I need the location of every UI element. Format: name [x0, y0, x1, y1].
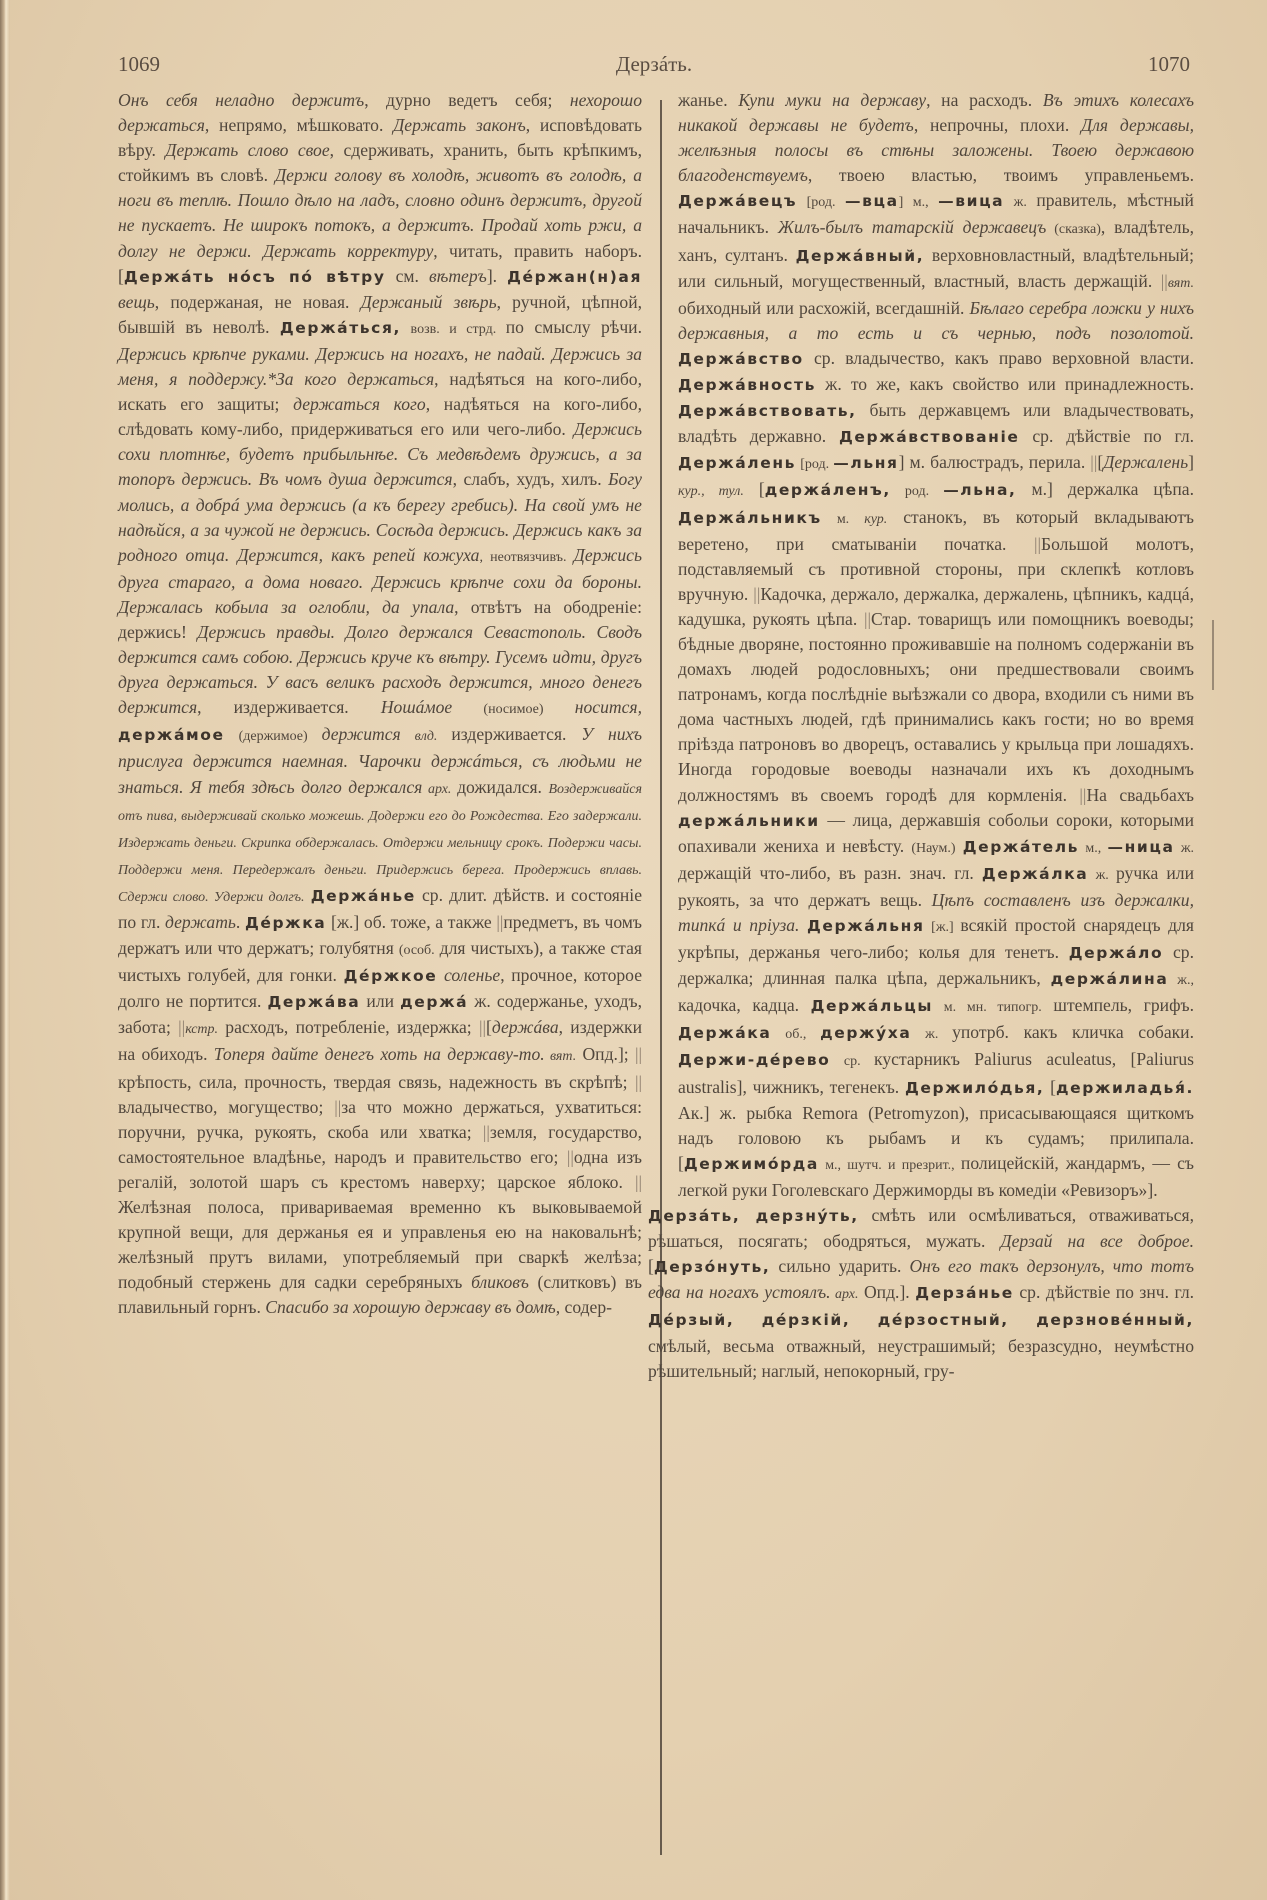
entry-text: жанье. — [678, 90, 739, 110]
entry-text: Спасибо за хорошую державу въ домѣ, — [265, 1297, 561, 1318]
headword: Держáвствованіе — [838, 428, 1020, 447]
headword: держáлина — [1050, 970, 1169, 989]
entry-text: , издерживается. — [197, 697, 381, 718]
headword: Дерзáнье — [915, 1284, 1014, 1303]
page-binding-edge — [0, 0, 10, 1900]
entry-text: , владѣтель, ханъ, султанъ. — [678, 217, 1194, 265]
entry-text: крѣпость, сила, прочность, твердая связь, надежность въ скрѣпѣ; — [118, 1071, 635, 1092]
entry-text: На свадьбахъ — [1086, 784, 1194, 805]
entry-text: Онъ себя неладно держитъ — [118, 90, 365, 110]
entry-text: Воздерживайся отъ пива, выдерживай сколько можешь. Додержи его до Рождества. Его задержали. Издержать деньги. Скрипка обдержалась. Отдержи мельницу срокъ. Подержи часы. Поддержи меня. Передержалъ деньги. Придержись берега. Продержись вплавь. Сдержи слово. Удержи долгъ. — [118, 781, 642, 905]
headword: —ница — [1107, 837, 1175, 856]
entry-text: кстр. — [185, 1022, 219, 1038]
entry-text: Держись сохи плотнѣе, будетъ прибыльнѣе. Съ медвѣдемъ дружись, а за топоръ держись. Въ чомъ душа держится — [118, 419, 642, 490]
entry-text: || — [753, 583, 761, 604]
entry-text: ж., — [1168, 973, 1194, 989]
entry-text: Стар. товарищъ или помощникъ воеводы; бѣдные дворяне, постоянно проживавшіе на полномъ содержаніи въ домахъ людей родословныхъ; они предшествовали своимъ патронамъ, когда послѣдніе выѣзжали со двора, входили съ ними въ дома частныхъ людей, гдѣ принимались какъ гости; но во время пріѣзда патроновъ во дворецъ, оставались у крыльца при лошадяхъ. Иногда городовые воеводы назначали ихъ къ доходнымъ должностямъ въ своемъ городѣ для кормленія. — [678, 608, 1194, 805]
entry-text: Держать законъ — [393, 115, 526, 136]
entry-text: быть державцемъ или владычествовать, владѣть державно. — [678, 400, 1194, 447]
entry-text: , неотвязчивъ. — [479, 549, 574, 565]
entry-text: , отвѣтъ на ободреніе: держись! — [118, 596, 642, 642]
entry-text: || — [334, 1096, 342, 1117]
entry-text: , ручной, цѣпной, бывшій въ неволѣ. — [118, 291, 643, 337]
headword: Держáльникъ — [678, 508, 822, 527]
entry-text: употрб. какъ кличка собаки. — [952, 1022, 1194, 1043]
headword: Держáвный, — [795, 246, 925, 265]
entry-text: . — [235, 912, 245, 932]
entry-text — [956, 836, 963, 856]
entry-text: , дурно ведетъ себя; — [364, 90, 570, 110]
entry-text: ж. то же, какъ свойство или принадлежность. — [816, 374, 1194, 395]
entry-text: держаться кого — [293, 394, 426, 415]
entry-text: , непрочны, плохи. — [913, 115, 1081, 136]
entry-text: земля, государство, самостоятельное владѣнье, народъ и правительство его; — [118, 1121, 643, 1167]
headword: держýха — [820, 1024, 912, 1043]
entry-text: [род. — [796, 457, 834, 473]
page-number-right: 1070 — [1148, 52, 1190, 76]
entry-text: || — [496, 912, 504, 932]
entry-text: Въ этихъ колесахъ никакой державы не будетъ — [678, 90, 1194, 136]
entry-text: держащій что-либо, въ разн. знач. гл. — [678, 862, 982, 883]
entry-text: ж. — [1088, 867, 1116, 883]
entry-text: станокъ, въ который вкладываютъ веретено, при сматываніи початка. — [678, 506, 1194, 554]
entry-text: держáва — [491, 1017, 559, 1038]
entry-text: || — [1033, 533, 1041, 554]
headword: Держáлка — [981, 864, 1089, 883]
headword: Держáвецъ — [678, 192, 798, 211]
entry-text: род. — [890, 484, 944, 500]
entry-text: Цѣпъ составленъ изъ держалки, типкá и пріуза. — [678, 889, 1194, 935]
headword: Дéржан(н)ая — [507, 267, 643, 286]
entry-text: Держись друга стараго, а дома новаго. Держись крѣпче сохи да бороны. Держалась кобыла за оглобли, да упала — [118, 544, 642, 617]
entry-text: (сказка) — [1046, 222, 1101, 238]
headword: держáленъ, — [764, 481, 891, 500]
entry-text: кур. — [864, 511, 888, 527]
dictionary-paragraph — [118, 88, 642, 1321]
entry-text: (слитковъ) въ плавильный горнъ. — [118, 1272, 643, 1318]
entry-text: арх. — [830, 1287, 859, 1303]
entry-text: м., — [1079, 840, 1108, 856]
entry-text: || — [634, 1071, 642, 1092]
entry-text: ручка или рукоять, за что держатъ вещь. — [678, 862, 1194, 910]
entry-text: ср. дѣйствіе по знч. гл. — [1013, 1282, 1195, 1303]
entry-text: м., шутч. и презрит., — [818, 1157, 961, 1173]
entry-text: держать — [164, 912, 236, 932]
entry-text: бликовъ — [471, 1272, 529, 1293]
entry-text: || — [1160, 270, 1168, 291]
entry-text: содер- — [560, 1297, 613, 1318]
entry-text: , исповѣдовать вѣру. — [118, 115, 643, 161]
entry-text: ] — [1188, 452, 1195, 473]
entry-text: держится — [321, 724, 401, 745]
headword: —вица — [938, 192, 1005, 211]
left-column — [118, 88, 642, 1321]
headword: Дерзáть, дерзнýть, — [648, 1207, 859, 1226]
entry-text: м. мн. типогр. — [933, 1000, 1042, 1016]
entry-text: ] м., — [898, 195, 939, 211]
entry-text: Держаный звѣрь — [360, 291, 497, 312]
entry-text: Держать слово свое — [165, 140, 330, 161]
dictionary-paragraph — [648, 1203, 1194, 1384]
entry-text: всякій простой снарядецъ для укрѣпы, держанья чего-либо; колья для тенетъ. — [678, 915, 1194, 963]
entry-text: вещь — [118, 291, 155, 312]
entry-text: , издержки на обиходъ. — [118, 1017, 643, 1065]
entry-text: , прочное, которое долго не портится. — [118, 965, 643, 1012]
entry-text: (держимое) — [224, 729, 322, 745]
entry-text: [ — [486, 1017, 492, 1038]
entry-text: || — [634, 1044, 643, 1065]
headword: —вца — [844, 192, 899, 211]
headword: Держáтель — [962, 837, 1080, 856]
entry-text: влд. — [400, 729, 452, 745]
entry-text: ] м. балюстрадъ, перила. — [898, 452, 1091, 473]
headword: Держáнье — [310, 886, 416, 905]
entry-text: ср. — [830, 1054, 875, 1070]
entry-text: ср. владычество, какъ право верховной власти. — [803, 347, 1194, 368]
entry-text: , слабъ, худъ, хилъ. — [452, 469, 609, 490]
headword: Держáть нóсъ пó вѣтру — [123, 267, 386, 286]
entry-text: ср. держалка; длинная палка цѣпа, держальникъ, — [678, 942, 1195, 989]
entry-text: Жилъ-былъ татарскій державецъ — [777, 217, 1047, 238]
headword: Держáться, — [279, 318, 402, 337]
entry-text: смѣть или осмѣливаться, отваживаться, рѣшаться, посягать; ободряться, мужать. — [648, 1205, 1194, 1252]
entry-text: обиходный или расхожій, всегдашній. — [678, 297, 970, 318]
entry-text: || — [863, 608, 872, 629]
dictionary-paragraph — [678, 88, 1194, 1203]
headword: держáмое — [118, 726, 225, 745]
headword: Дéржкое — [343, 967, 438, 986]
entry-text: Ак.] ж. рыбка Remora (Petromyzon), присасывающаяся щиткомъ надъ головою къ рыбамъ и къ судамъ; прилипала. [ — [678, 1102, 1194, 1173]
entry-text: для чистыхъ), а также стая чистыхъ голубей, для гонки. — [118, 938, 642, 986]
headword: держиладья́. — [1056, 1078, 1194, 1097]
entry-text: правитель, мѣстный начальникъ. — [678, 190, 1194, 238]
entry-text: кур., тул. — [678, 484, 744, 500]
entry-text: м.] держалка цѣпа. — [1016, 479, 1194, 500]
headword: Держáвствовать, — [678, 402, 857, 421]
entry-text: ср. длит. дѣйств. и состояніе по гл. — [118, 884, 643, 932]
entry-text: (Наум.) — [911, 840, 956, 856]
entry-text: кустарникъ Paliurus aculeatus, [Paliurus australis], чижникъ, тегенекъ. — [678, 1049, 1195, 1097]
entry-text: верховновластный, владѣтельный; или сильный, могущественный, властный, власть держащій. — [678, 244, 1194, 291]
entry-text — [799, 915, 807, 935]
entry-text: дожидался. — [457, 776, 549, 797]
headword: Держáва — [267, 993, 361, 1012]
entry-text: || — [178, 1017, 186, 1038]
entry-text: м. — [821, 511, 865, 527]
entry-text: Опд.]; — [576, 1044, 635, 1065]
entry-text: арх. — [422, 781, 458, 797]
column-divider — [660, 100, 662, 1855]
entry-text: Кадочка, держало, держалка, держалень, цѣпникъ, кадцá, кадушка, рукоять цѣпа. — [678, 583, 1194, 629]
entry-text: вят. — [544, 1049, 577, 1065]
entry-text: владычество, могущество; — [118, 1096, 335, 1117]
headword: Держáльцы — [810, 997, 934, 1016]
entry-text: [ — [648, 1256, 654, 1277]
entry-text: || — [1079, 784, 1087, 805]
entry-text: нехорошо держаться — [118, 90, 642, 136]
entry-text: за что можно держаться, ухватиться: поручни, ручка, рукоять, скоба или хватка; — [118, 1096, 642, 1142]
entry-text: Держись крѣпче руками. Держись на ногахъ, не падай. Держись за меня, я поддержу.*За кого держаться — [118, 343, 642, 390]
entry-text: вѣтеръ — [428, 265, 487, 286]
headword: Дерзóнуть, — [653, 1258, 771, 1277]
entry-text: Ношáмое — [380, 697, 453, 718]
headword: —льня — [833, 454, 899, 473]
entry-text: [род. — [797, 195, 845, 211]
entry-text: || — [482, 1121, 490, 1142]
entry-text: , сдерживать, хранить, быть крѣпкимъ, стойкимъ въ словѣ. — [118, 140, 642, 186]
entry-text: ж. — [911, 1027, 953, 1043]
entry-text: , непрямо, мѣшковато. — [204, 115, 394, 136]
entry-text: Бѣлаго серебра ложки у нихъ державныя, а то есть и съ чернью, подъ позолотой. — [678, 297, 1194, 343]
entry-text: кадочка, кадца. — [678, 995, 811, 1016]
entry-text: Топеря дайте денегъ хоть на державу-то. — [213, 1044, 545, 1065]
headword: Держи-дéрево — [678, 1051, 831, 1070]
entry-text: || — [566, 1146, 574, 1167]
entry-text: Онъ его такъ дерзонулъ, что тотъ едва на ногахъ устоялъ. — [648, 1256, 1194, 1303]
entry-text: [ж.] — [924, 920, 961, 935]
entry-text: ср. дѣйствіе по гл. — [1019, 426, 1194, 447]
entry-text: ]. — [486, 265, 508, 286]
entry-text: , подержаная, не новая. — [154, 291, 361, 312]
entry-text: возв. и стрд. — [401, 321, 506, 337]
entry-text: или — [360, 991, 401, 1012]
entry-text: Купи муки на державу — [738, 90, 927, 110]
entry-text: по смыслу рѣчи. — [505, 316, 642, 337]
entry-text: , читать, править наборъ. [ — [118, 240, 642, 286]
entry-text: , надѣяться на кого-либо, слѣдовать кому-либо, придерживаться его или чего-либо. — [118, 394, 642, 440]
headword: держáльники — [678, 811, 820, 830]
entry-text: Большой молотъ, подставляемый съ противной стороны, при склепкѣ котловъ вручную. — [678, 533, 1195, 604]
entry-text: Желѣзная полоса, привариваемая временно къ выковываемой крупной вещи, для держанья ея и управленья ею на наковальнѣ; желѣзный прутъ вилами, употребляемый при сваркѣ желѣза; подобный стержень для садки серебряныхъ — [118, 1197, 642, 1293]
headword: держá — [400, 993, 469, 1012]
headword: Дéрзый, дéрзкій, дéрзостный, дерзновéнный, — [648, 1311, 1194, 1330]
entry-text: Опд.]. — [858, 1282, 916, 1303]
entry-text: (носимое) — [452, 702, 575, 718]
headword: Держáло — [1068, 944, 1164, 963]
running-title: Дерзáть. — [615, 52, 693, 76]
headword: Держáльня — [806, 917, 925, 935]
entry-text: , твоею властью, твоимъ управленьемъ. — [807, 165, 1194, 186]
entry-text: сильно ударить. — [770, 1256, 910, 1277]
entry-text: [ — [1097, 452, 1104, 473]
entry-text — [437, 965, 444, 985]
entry-text: [ж.] об. тоже, а также — [326, 912, 497, 932]
entry-text: Держись правды. Долго держался Севастополь. Сводъ держится самъ собою. Держись круче къ вѣтру. Гусемъ идти, другъ друга держаться. У васъ великъ расходъ держится, много денегъ держится — [118, 621, 643, 718]
headword: Держимóрда — [683, 1154, 819, 1173]
entry-text: || — [478, 1017, 486, 1038]
headword: Держáвность — [678, 376, 817, 395]
entry-text: полицейскій, жандармъ, — съ легкой руки Гоголевскаго Держиморды въ комедіи «Ревизоръ»]. — [678, 1152, 1194, 1200]
entry-text: [ — [1044, 1076, 1057, 1097]
margin-bracket-mark — [1212, 620, 1217, 690]
headword: Держáка — [678, 1024, 772, 1043]
entry-text: , надѣяться на кого-либо, искать его защиты; — [118, 369, 643, 415]
entry-text: носится, — [574, 697, 642, 718]
headword: Держáлень — [678, 454, 797, 473]
entry-text: ж. — [1004, 195, 1037, 211]
entry-text: ж. — [1174, 840, 1195, 856]
entry-text: соленье — [443, 965, 501, 986]
headword: —льна, — [943, 481, 1017, 500]
running-header — [118, 52, 1190, 92]
entry-text: — лица, державшія собольи сороки, которыми опахивали жениха и невѣсту. — [678, 809, 1194, 856]
entry-text: У нихъ прислуга держится наемная. Чарочки держáться, съ людьми не знаться. Я тебя здѣсь долго держался — [118, 724, 642, 797]
entry-text: Держалень — [1103, 452, 1189, 473]
entry-text: штемпель, грифъ. — [1041, 995, 1194, 1016]
entry-text: [ — [743, 479, 765, 500]
entry-text: об., — [771, 1027, 821, 1043]
entry-text: расходъ, потребленіе, издержка; — [218, 1017, 479, 1038]
entry-text: (особ. — [398, 943, 435, 959]
entry-text: Дерзай на все доброе. — [1000, 1231, 1194, 1252]
headword: Держáвство — [678, 349, 804, 368]
entry-text: Держи голову въ холодѣ, животъ въ голодѣ, а ноги въ теплѣ. Пошло дѣло на ладъ, словно одинъ держитъ, другой не пускаетъ. Не широкъ потокъ, а держитъ. Продай хоть ржи, а долгу не держи. Держать корректуру — [118, 165, 642, 261]
entry-text: ж. содержанье, уходъ, забота; — [118, 991, 642, 1038]
entry-text: издерживается. — [451, 724, 582, 745]
entry-text: , на расходъ. — [926, 90, 1043, 110]
entry-text: смѣлый, весьма отважный, неустрашимый; безразсудно, неумѣстно рѣшительный; наглый, непокорный, гру- — [648, 1335, 1194, 1381]
right-column — [648, 88, 1195, 1384]
entry-text: Богу молись, а добрá ума держись (а къ берегу гребись). На свой умъ не надѣйся, а за чужой не держись. Сосѣда держись. Держись какъ за родного отца. Держится, какъ репей кожуха — [118, 469, 642, 565]
entry-text: предметъ, въ чомъ держатъ или что держатъ; голубятня — [118, 912, 643, 959]
entry-text: || — [634, 1171, 642, 1192]
entry-text: вят. — [1167, 275, 1194, 291]
entry-text: Для державы, желѣзныя полосы въ стѣны заложены. Твоею державою благоденствуемъ — [678, 115, 1194, 186]
entry-text: || — [1090, 452, 1098, 473]
entry-text: одна изъ регалій, золотой шаръ съ крестомъ наверху; царское яблоко. — [118, 1146, 642, 1192]
headword: Дéржка — [244, 914, 327, 932]
entry-text: см. — [385, 265, 429, 286]
page-number-left: 1069 — [118, 52, 160, 76]
headword: Держилóдья, — [904, 1078, 1045, 1097]
